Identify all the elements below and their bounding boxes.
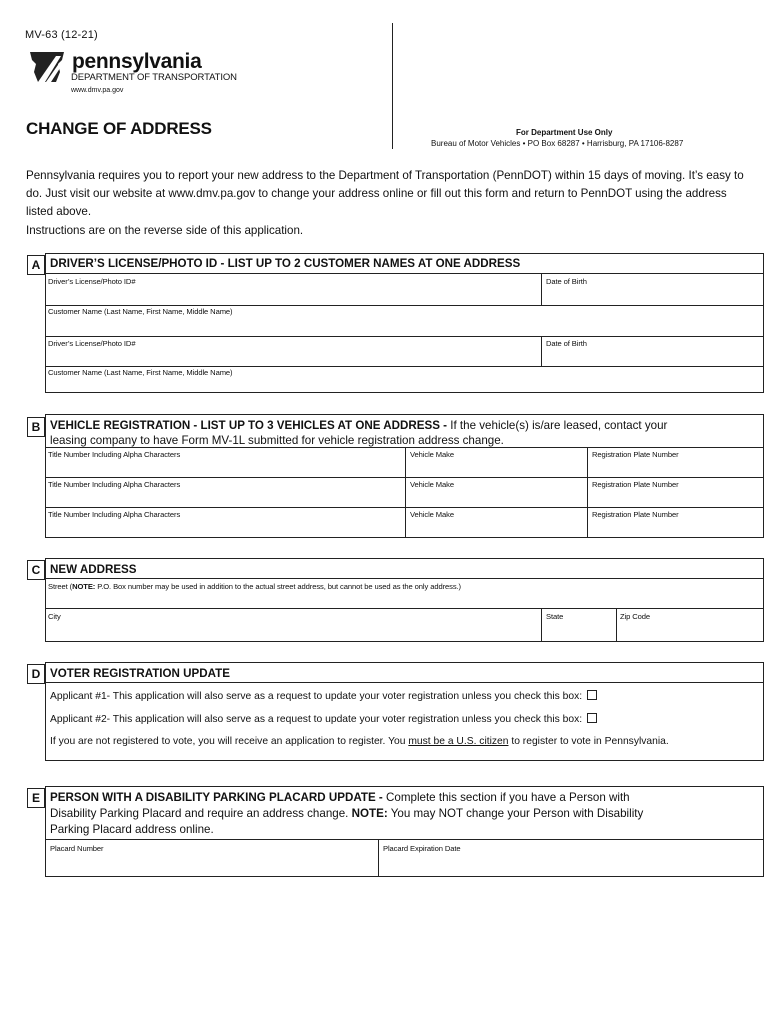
form-code: MV-63 (12-21) — [25, 29, 98, 41]
section-e-letter: E — [27, 788, 45, 808]
vehicle-make-field-1[interactable]: Vehicle Make — [410, 450, 454, 459]
divider — [45, 366, 764, 367]
voter-applicant-1-row — [50, 690, 597, 702]
dob-field-2[interactable]: Date of Birth — [546, 339, 587, 348]
section-d-letter: D — [27, 664, 45, 684]
divider — [616, 608, 617, 641]
title-number-field-1[interactable]: Title Number Including Alpha Characters — [48, 450, 181, 459]
dob-field-1[interactable]: Date of Birth — [546, 277, 587, 286]
divider — [541, 608, 542, 641]
street-field[interactable] — [48, 582, 461, 591]
section-a-letter: A — [27, 255, 45, 275]
plate-number-field-1[interactable]: Registration Plate Number — [592, 450, 679, 459]
street-note: P.O. Box number may be used in addition to the actual street address, but cannot be used as the only address.) — [95, 582, 461, 591]
vehicle-make-field-3[interactable]: Vehicle Make — [410, 510, 454, 519]
divider — [541, 336, 542, 366]
customer-name-field-1[interactable]: Customer Name (Last Name, First Name, Middle Name) — [48, 307, 233, 316]
title-number-field-2[interactable]: Title Number Including Alpha Characters — [48, 480, 181, 489]
instructions-note: Instructions are on the reverse side of this application. — [26, 224, 304, 237]
vehicle-make-field-2[interactable]: Vehicle Make — [410, 480, 454, 489]
street-label: Street ( — [48, 582, 73, 591]
section-e-title-bold: PERSON WITH A DISABILITY PARKING PLACARD UPDATE - — [50, 791, 387, 804]
form-title: CHANGE OF ADDRESS — [26, 119, 212, 138]
section-e-line-3-text: Parking Placard address online. — [50, 823, 214, 836]
voter-citizen-note: must be a U.S. citizen — [408, 736, 509, 747]
section-e-line-3 — [50, 822, 214, 837]
placard-number-field[interactable]: Placard Number — [50, 844, 104, 853]
divider — [587, 447, 588, 537]
street-note-label: NOTE: — [72, 582, 96, 591]
section-b-title-bold: VEHICLE REGISTRATION - LIST UP TO 3 VEHICLES AT ONE ADDRESS - — [50, 419, 451, 432]
intro-paragraph: Pennsylvania requires you to report your new address to the Department of Transportation (PennDOT) within 15 days of moving. It’s easy to do. Just visit our website at www.dmv.pa.gov to change your address online or fill out this form and return to PennDOT using the address listed above. — [26, 169, 744, 218]
section-b-title-line2 — [50, 433, 504, 448]
header-divider — [392, 23, 393, 149]
divider — [541, 273, 542, 305]
license-field-2[interactable]: Driver’s License/Photo ID# — [48, 339, 136, 348]
city-field[interactable]: City — [48, 612, 61, 621]
state-name: pennsylvania — [72, 50, 202, 73]
state-field[interactable]: State — [546, 612, 564, 621]
section-e-line-2b: You may NOT change your Person with Disability — [387, 807, 644, 820]
section-c-letter: C — [27, 560, 45, 580]
website-link[interactable]: www.dmv.pa.gov — [71, 87, 124, 94]
voter-note-text-2: to register to vote in Pennsylvania. — [508, 736, 669, 747]
voter-applicant-2-row — [50, 713, 597, 725]
divider — [405, 447, 406, 537]
license-field-1[interactable]: Driver’s License/Photo ID# — [48, 277, 136, 286]
bureau-address: Bureau of Motor Vehicles • PO Box 68287 • Harrisburg, PA 17106-8287 — [431, 139, 684, 148]
divider — [45, 682, 764, 683]
voter-applicant-2-text: Applicant #2- This application will also serve as a request to update your voter registration unless you check this box: — [50, 714, 583, 725]
voter-applicant-1-checkbox[interactable] — [587, 690, 597, 700]
divider — [45, 839, 764, 840]
section-b-title — [50, 418, 755, 433]
divider — [45, 578, 764, 579]
section-b-letter: B — [27, 417, 45, 437]
section-e-title-note: Complete this section if you have a Person with — [386, 791, 630, 804]
plate-number-field-3[interactable]: Registration Plate Number — [592, 510, 679, 519]
department-name: DEPARTMENT OF TRANSPORTATION — [71, 72, 237, 83]
section-e-note-label: NOTE: — [351, 807, 388, 820]
divider — [45, 507, 764, 508]
voter-applicant-1-text: Applicant #1- This application will also serve as a request to update your voter registration unless you check this box: — [50, 691, 583, 702]
voter-registration-note — [50, 736, 669, 747]
section-e-line-2a: Disability Parking Placard and require an address change. — [50, 807, 352, 820]
divider — [45, 608, 764, 609]
plate-number-field-2[interactable]: Registration Plate Number — [592, 480, 679, 489]
customer-name-field-2[interactable]: Customer Name (Last Name, First Name, Middle Name) — [48, 368, 233, 377]
section-e-line-2 — [50, 806, 643, 821]
section-a-title: DRIVER’S LICENSE/PHOTO ID - LIST UP TO 2 CUSTOMER NAMES AT ONE ADDRESS — [50, 257, 521, 270]
divider — [45, 477, 764, 478]
divider — [45, 305, 764, 306]
section-c-title: NEW ADDRESS — [50, 563, 137, 576]
placard-expiration-field[interactable]: Placard Expiration Date — [383, 844, 461, 853]
divider — [45, 336, 764, 337]
section-d-title: VOTER REGISTRATION UPDATE — [50, 667, 230, 680]
voter-note-text-1: If you are not registered to vote, you will receive an application to register. You — [50, 736, 409, 747]
divider — [378, 839, 379, 876]
department-use-label: For Department Use Only — [516, 128, 613, 137]
section-b-title-note-1: If the vehicle(s) is/are leased, contact your — [450, 419, 668, 432]
zip-code-field[interactable]: Zip Code — [620, 612, 651, 621]
section-c-box — [45, 558, 764, 642]
section-e-title — [50, 790, 755, 805]
divider — [45, 273, 764, 274]
keystone-logo-icon — [26, 50, 68, 84]
title-number-field-3[interactable]: Title Number Including Alpha Characters — [48, 510, 181, 519]
voter-applicant-2-checkbox[interactable] — [587, 713, 597, 723]
section-b-title-note-2: leasing company to have Form MV-1L submitted for vehicle registration address change. — [50, 434, 504, 447]
